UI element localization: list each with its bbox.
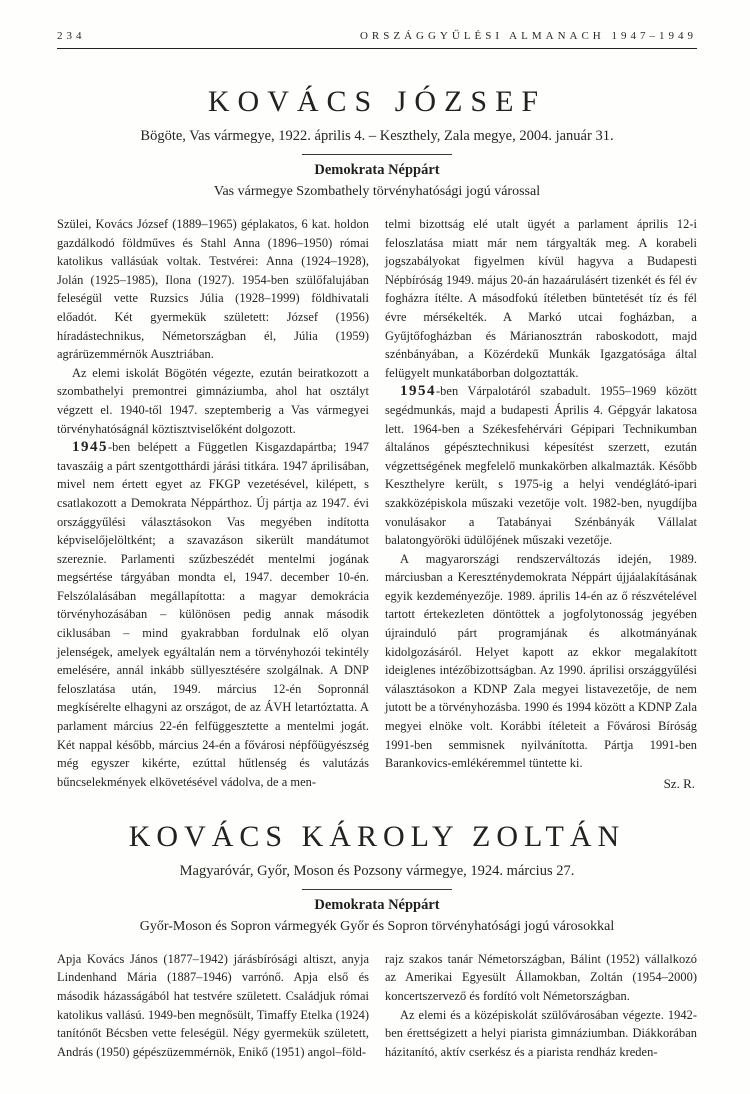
party-name: Demokrata Néppárt xyxy=(314,896,440,913)
paragraph: 1945-ben belépett a Független Kisgazdapártba; 1947 tavaszáig a párt szentgotthárdi járási titkára. 1947 áprilisában, mivel nem értett egyet az FKGP vezetésével, kilépett, s csatlakozott a Demokrata Néppárthoz. Új pártja az 1947. évi országgyűlési választásokon Vas megyében indította képviselőjelöltként; a szavazáson sikerült mandátumot szereznie. Parlamenti szűzbeszédét mentelmi jogának megsértése tárgyában mondta el, 1947. december 10-én. Felszólalásában megállapította: a magyar demokrácia törvényhozásában – különösen pedig annak második ciklusában – mind gyakrabban fordulnak elő olyan jelenségek, amelyek egyáltalán nem a törvényhozói tekintély emelésére, annál inkább süllyesztésére szolgálnak. A DNP feloszlatása után, 1949. március 12-én Sopronnál megkísérelte elhagyni az országot, de az ÁVH letartóztatta. A parlament március 22-én felfüggesztette a mentelmi jogát. Két nappal később, március 24-én a fővárosi népfőügyészség még egyszer kikérte, ezúttal hűtlenség és valutázás bűncselekmények elkövetésével vádolva, de a men- xyxy=(57,439,369,789)
constituency-line: Vas vármegye Szombathely törvényhatósági jogú várossal xyxy=(213,184,541,199)
entry-title: KOVÁCS KÁROLY ZOLTÁN xyxy=(128,819,626,853)
column-right xyxy=(385,950,697,1062)
title-divider-rule xyxy=(302,889,452,890)
paragraph: Szülei, Kovács József (1889–1965) géplakatos, 6 kat. holdon gazdálkodó földműves és Stahl Anna (1896–1950) római katolikus vallásúak voltak. Testvérei: Anna (1924–1928), Jolán (1925–1985), Ilona (1927). 1954-ben szülőfalujában feleségül vette Ruzsics Júlia (1928–1999) földhivatali előadót. Két gyermekük született: József (1956) híradástechnikus, Németországban él, Júlia (1959) agrárüzemmérnök Ausztriában. xyxy=(57,217,369,362)
entry-kovacs-jozsef xyxy=(57,85,697,792)
styled-year: 1954 xyxy=(400,383,436,400)
header-rule xyxy=(57,48,697,49)
column-left xyxy=(57,215,369,792)
column-left xyxy=(57,950,369,1062)
paragraph: rajz szakos tanár Németországban, Bálint (1952) vállalkozó az Amerikai Egyesült Államokban, Zoltán (1954–2000) koncertszervező és fordító volt Németországban. xyxy=(385,951,697,1003)
entry-title: KOVÁCS JÓZSEF xyxy=(207,85,547,118)
paragraph: Apja Kovács János (1877–1942) járásbírósági altiszt, anyja Lindenhand Mária (1887–1946) varrónő. Apja első és második házasságából hat testvére született. Családjuk római katolikus vallású. 1949-ben megnősült, Timaffy Etelka (1924) tanítónőt Bécsben vette feleségül. Négy gyermekük született, András (1950) gépészüzemmérnök, Enikő (1951) angol–föld- xyxy=(57,951,369,1059)
column-right-paragraphs xyxy=(385,215,697,773)
title-divider-rule xyxy=(302,154,452,155)
party-name: Demokrata Néppárt xyxy=(314,162,440,178)
running-title: ORSZÁGGYŰLÉSI ALMANACH 1947–1949 xyxy=(359,30,697,42)
running-head xyxy=(57,30,697,42)
column-right xyxy=(385,215,697,792)
styled-year: 1945 xyxy=(72,439,108,456)
constituency-line: Győr-Moson és Sopron vármegyék Győr és Sopron törvényhatósági jogú városokkal xyxy=(139,918,615,934)
page-number: 234 xyxy=(57,30,86,42)
entry-life-dates: Magyaróvár, Győr, Moson és Pozsony vármegye, 1924. március 27. xyxy=(179,862,575,879)
paragraph: telmi bizottság elé utalt ügyét a parlament április 12-i feloszlatása miatt már nem tárgyalták meg. A korabeli jogszabályokat figyelmen kívül hagyva a Budapesti Népbíróság 1949. május 20-án hazaárulásért tizenkét és fél év fogházra ítélte. A másodfokú ítéletben büntetését tíz és fél évre mérsékelték. A Markó utcai fogházban, a Gyűjtőfogházban és Márianosztrán raboskodott, majd szénbányában, a Közérdekű Munkák Igazgatósága által felügyelt munkatáborban dolgoztatták. xyxy=(385,217,697,380)
entry-life-dates: Bögöte, Vas vármegye, 1922. április 4. – Keszthely, Zala megye, 2004. január 31. xyxy=(140,128,614,144)
paragraph: Az elemi és a középiskolát szülővárosában végezte. 1942-ben érettségizett a helyi piarista gimnáziumban. Diákkorában házitanító, aktív cserkész és a piarista rendház kreden- xyxy=(385,1007,697,1059)
paragraph: Az elemi iskolát Bögötén végezte, ezután beiratkozott a szombathelyi premontrei gimnáziumba, ahol hat osztályt végzett el. 1940-től 1947. szeptemberig a Vas vármegyei törvényhatóságnál köztisztviselőként dolgozott. xyxy=(57,365,369,436)
entry-kovacs-karoly-zoltan xyxy=(57,820,697,1062)
author-signature: Sz. R. xyxy=(663,775,695,791)
paragraph: 1954-ben Várpalotáról szabadult. 1955–1969 között segédmunkás, majd a budapesti Április 4. Gépgyár lakatosa lett. 1964-ben a Székesfehérvári Gépipari Technikumban általános gépésztechnikusi képesítést szerzett, ezután végzettségének megfelelő munkakörben alkalmazták. Később Keszthelyre került, s 1975-ig a helyi vendéglátó-ipari szakközépiskola műszaki vezetője volt. 1982-ben, nyugdíjba vonulásakor a Tatabányai Szénbányák Vállalat balatongyöröki üdülőjének műszaki vezetője. xyxy=(385,383,697,548)
body-columns xyxy=(57,950,697,1062)
paragraph: A magyarországi rendszerváltozás idején, 1989. márciusban a Kereszténydemokrata Néppárt újjáalakításának egyik kezdeményezője. 1989. április 14-én az ő részvételével tartott értekezleten döntöttek a jogfolytonosság jegyében újrainduló párt programjának és alkotmányának kidolgozásáról. Helyet kapott az ekkor megalakított ideiglenes intézőbizottságban. Az 1990. áprilisi országgyűlési választásokon a KDNP Zala megyei listavezetője, de nem jutott be a törvényhozásba. 1990 és 1994 között a KDNP Zala megyei elnöke volt. Korábbi ítéleteit a Fővárosi Bíróság 1991-ben semmisnek nyilvánította. Pártja 1991-ben Barankovics-emlékéremmel tüntette ki. xyxy=(385,551,697,771)
body-columns xyxy=(57,215,697,792)
